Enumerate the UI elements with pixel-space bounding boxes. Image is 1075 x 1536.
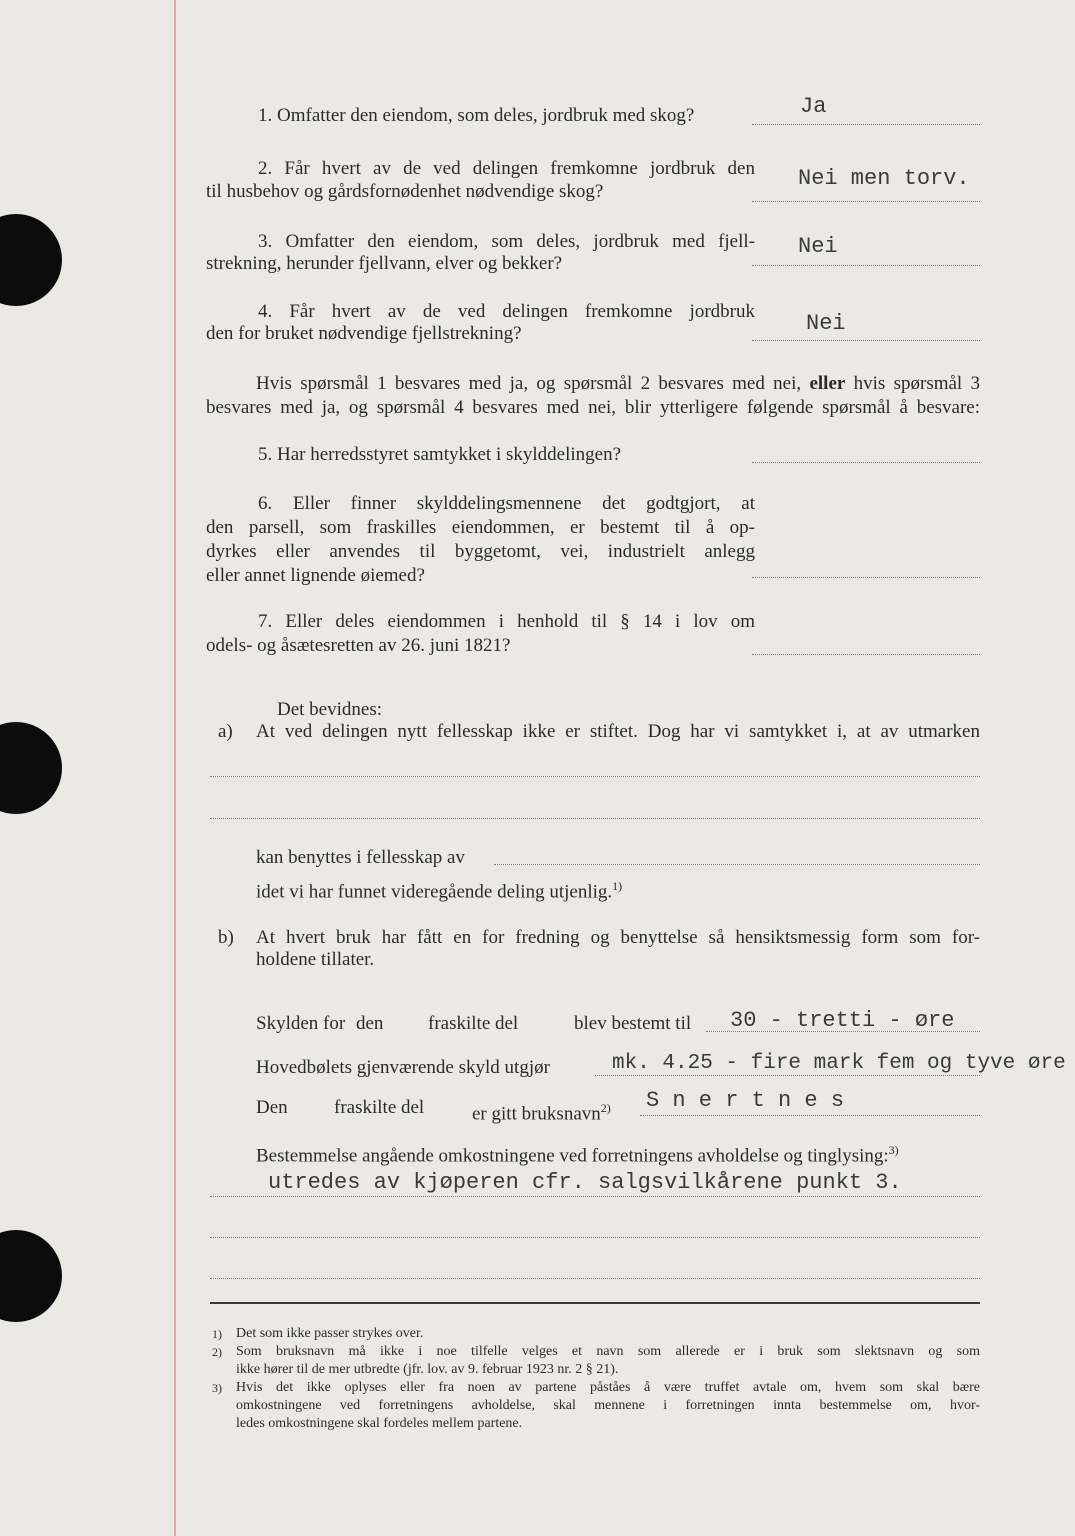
footnote-ref-2: 2) xyxy=(600,1101,611,1115)
condition-line-2: besvares med ja, og spørsmål 4 besvares med nei, blir ytterligere følgende spørsmål å besvare: xyxy=(206,397,980,418)
footnote-3-mark: 3) xyxy=(212,1381,222,1395)
question-6-line-2: den parsell, som fraskilles eiendommen, er bestemt til å op- xyxy=(206,517,755,538)
costs-line-2 xyxy=(210,1237,980,1238)
condition-line-1 xyxy=(256,372,980,396)
answer-line-6 xyxy=(752,577,980,578)
question-7-line-1: 7. Eller deles eiendommen i henhold til § 14 i lov om xyxy=(258,611,755,632)
skyld-suffix: blev bestemt til xyxy=(574,1013,692,1034)
answer-line-2 xyxy=(752,201,980,202)
hovedbol-value: mk. 4.25 - fire mark fem og tyve øre xyxy=(612,1052,1066,1075)
footnote-1-line-1: Det som ikke passer strykes over. xyxy=(236,1326,424,1341)
utmark-line-1 xyxy=(210,776,980,777)
name-suffix xyxy=(472,1096,611,1126)
answer-line-4 xyxy=(752,340,980,341)
reason-label: idet vi har funnet videregående deling utjenlig. xyxy=(256,881,613,903)
certification-heading: Det bevidnes: xyxy=(277,699,383,720)
footnote-divider xyxy=(210,1302,980,1304)
footnote-2-mark: 2) xyxy=(212,1345,222,1359)
hovedbol-value-line xyxy=(595,1075,980,1076)
skyld-value: 30 - tretti - øre xyxy=(730,1008,955,1033)
answer-4: Nei xyxy=(806,311,846,336)
footnote-1-mark: 1) xyxy=(212,1327,222,1341)
name-mid: fraskilte del xyxy=(334,1097,425,1118)
shared-use-line xyxy=(494,864,980,865)
costs-value: utredes av kjøperen cfr. salgsvilkårene punkt 3. xyxy=(268,1170,902,1195)
shared-use-label: kan benyttes i fellesskap av xyxy=(256,847,465,868)
punch-hole-bottom xyxy=(0,1230,62,1322)
margin-line xyxy=(174,0,176,1536)
skyld-den: den xyxy=(356,1013,384,1034)
answer-1: Ja xyxy=(800,94,827,119)
question-2-line-1: 2. Får hvert av de ved delingen fremkomne jordbruk den xyxy=(258,158,755,179)
footnote-3-line-1: Hvis det ikke oplyses eller fra noen av partene påståes å være truffet avtale om, hvem som skal bære xyxy=(236,1380,980,1395)
item-a-text: At ved delingen nytt fellesskap ikke er stiftet. Dog har vi samtykket i, at av utmarken xyxy=(256,721,980,742)
question-1: 1. Omfatter den eiendom, som deles, jordbruk med skog? xyxy=(258,105,695,126)
answer-3: Nei xyxy=(798,234,838,259)
costs-line-3 xyxy=(210,1278,980,1279)
farm-name: S n e r t n e s xyxy=(646,1088,845,1113)
name-den: Den xyxy=(256,1097,288,1118)
question-2-line-2: til husbehov og gårdsfornødenhet nødvendige skog? xyxy=(206,181,604,202)
question-5: 5. Har herredsstyret samtykket i skylddelingen? xyxy=(258,444,622,465)
footnote-ref-3: 3) xyxy=(888,1143,899,1157)
answer-line-1 xyxy=(752,124,980,125)
question-6-line-4: eller annet lignende øiemed? xyxy=(206,565,425,586)
item-b-line-2: holdene tillater. xyxy=(256,949,375,970)
question-7-line-2: odels- og åsætesretten av 26. juni 1821? xyxy=(206,635,511,656)
item-b-line-1: At hvert bruk har fått en for fredning og benyttelse så hensiktsmessig form som for- xyxy=(256,927,980,948)
condition-text-b: hvis spørsmål 3 xyxy=(853,373,981,394)
footnote-2-line-2: ikke hører til de mer utbredte (jfr. lov. av 9. februar 1923 nr. 2 § 21). xyxy=(236,1362,619,1377)
answer-line-7 xyxy=(752,654,980,655)
item-a-label: a) xyxy=(218,721,233,742)
answer-2: Nei men torv. xyxy=(798,166,970,191)
costs-label-text: Bestemmelse angående omkostningene ved forretningens avholdelse og tinglysing: xyxy=(256,1145,889,1167)
punch-hole-top xyxy=(0,214,62,306)
condition-text-a: Hvis spørsmål 1 besvares med ja, og spørsmål 2 besvares med nei, xyxy=(256,373,802,394)
costs-line-1 xyxy=(210,1196,980,1197)
question-6-line-3: dyrkes eller anvendes til byggetomt, vei, industrielt anlegg xyxy=(206,541,755,562)
question-4-line-2: den for bruket nødvendige fjellstrekning? xyxy=(206,323,522,344)
footnote-ref-1: 1) xyxy=(612,879,623,893)
skyld-mid: fraskilte del xyxy=(428,1013,519,1034)
name-suffix-label: er gitt bruksnavn xyxy=(472,1103,601,1125)
skyld-prefix: Skylden for xyxy=(256,1013,346,1034)
hovedbol-label: Hovedbølets gjenværende skyld utgjør xyxy=(256,1057,550,1078)
condition-bold: eller xyxy=(809,373,846,394)
question-6-line-1: 6. Eller finner skylddelingsmennene det godtgjort, at xyxy=(258,493,755,514)
footnote-3-line-2: omkostningene ved forretningens avholdelse, skal mennene i forretningen innta bestemmelse om, hvor- xyxy=(236,1398,980,1413)
answer-line-5 xyxy=(752,462,980,463)
costs-label xyxy=(256,1138,899,1168)
name-value-line xyxy=(640,1115,980,1116)
utmark-line-2 xyxy=(210,818,980,819)
answer-line-3 xyxy=(752,265,980,266)
reason-text xyxy=(256,874,622,904)
question-3-line-1: 3. Omfatter den eiendom, som deles, jordbruk med fjell- xyxy=(258,231,755,252)
footnote-2-line-1: Som bruksnavn må ikke i noe tilfelle velges et navn som allerede er i bruk som slektsnavn og som xyxy=(236,1344,980,1359)
footnote-3-line-3: ledes omkostningene skal fordeles mellem partene. xyxy=(236,1416,523,1431)
question-4-line-1: 4. Får hvert av de ved delingen fremkomne jordbruk xyxy=(258,301,755,322)
question-3-line-2: strekning, herunder fjellvann, elver og bekker? xyxy=(206,253,563,274)
punch-hole-middle xyxy=(0,722,62,814)
item-b-label: b) xyxy=(218,927,234,948)
